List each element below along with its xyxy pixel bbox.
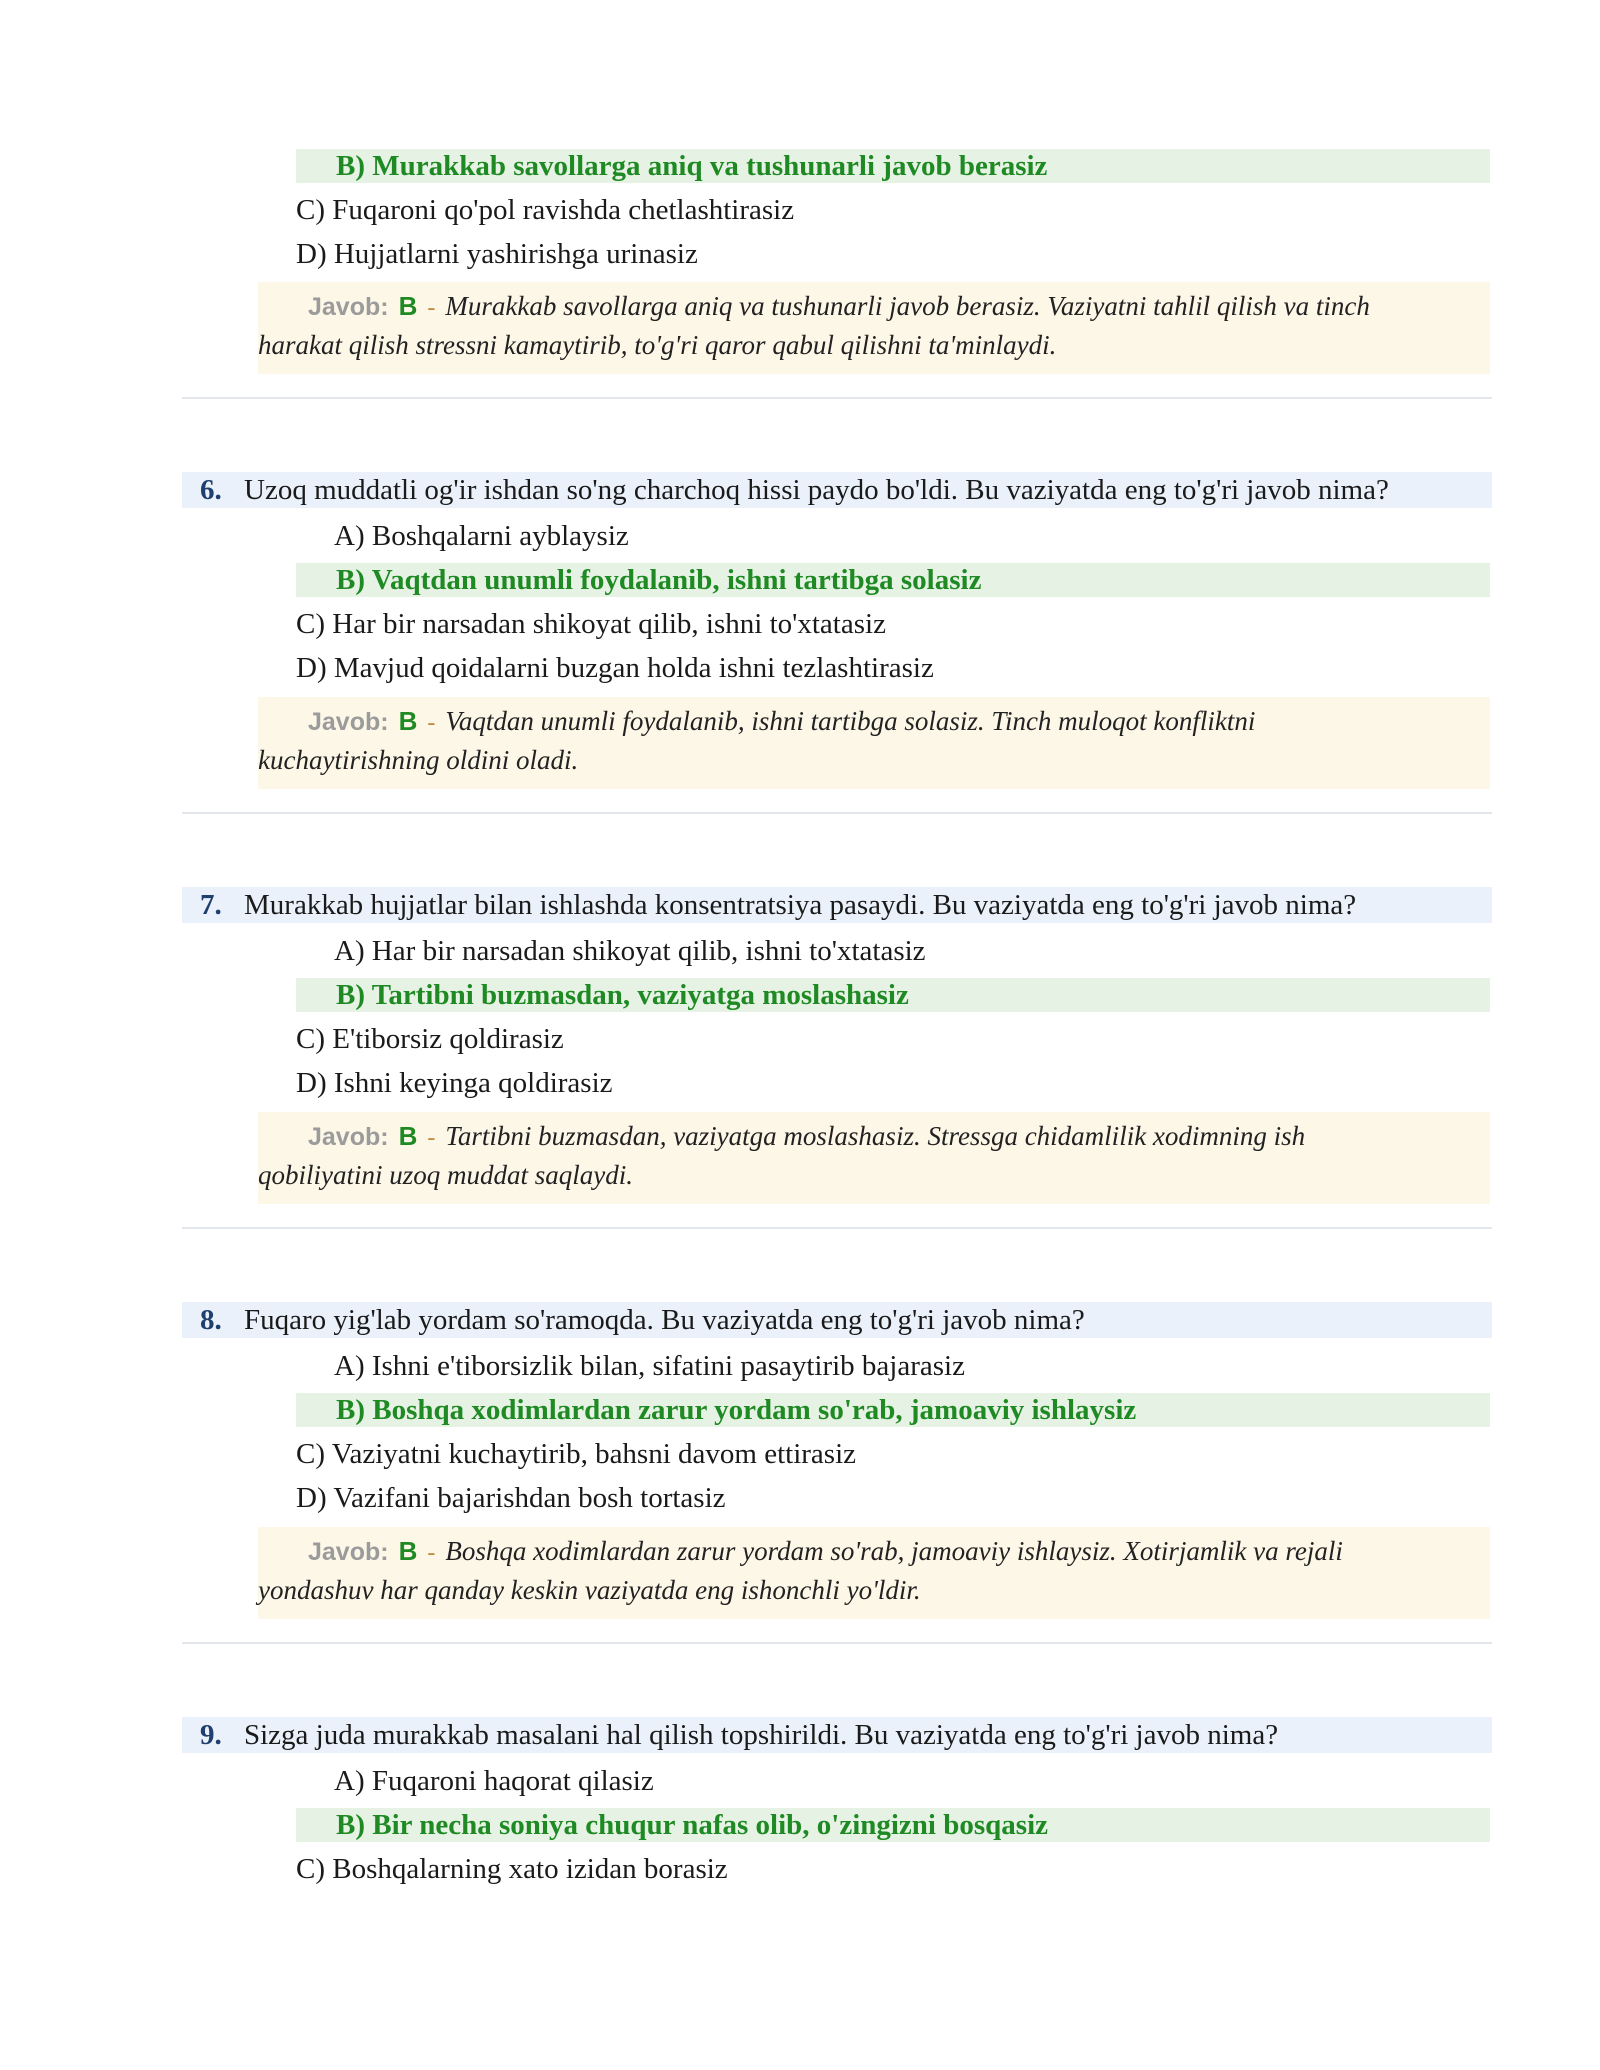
question-6-header (182, 472, 1492, 508)
question-divider (182, 812, 1492, 814)
answer-explanation-line2: yondashuv har qanday keskin vaziyatda eng ishonchli yo'ldir. (258, 1575, 921, 1605)
answer-label: Javob: (308, 1123, 389, 1151)
answer-explanation-line2: harakat qilish stressni kamaytirib, to'g'ri qaror qabul qilishni ta'minlaydi. (258, 330, 1057, 360)
q6-option-c: C) Har bir narsadan shikoyat qilib, ishni to'xtatasiz (296, 608, 886, 640)
q7-option-d: D) Ishni keyinga qoldirasiz (296, 1067, 613, 1099)
q5-option-d: D) Hujjatlarni yashirishga urinasiz (296, 238, 698, 270)
q8-option-d: D) Vazifani bajarishdan bosh tortasiz (296, 1482, 726, 1514)
q6-answer-box (258, 697, 1490, 789)
q7-option-b-correct: B) Tartibni buzmasdan, vaziyatga moslashasiz (296, 978, 1490, 1012)
question-7-header (182, 887, 1492, 923)
answer-explanation-line2: kuchaytirishning oldini oladi. (258, 745, 579, 775)
answer-explanation-line1: Murakkab savollarga aniq va tushunarli javob berasiz. Vaziyatni tahlil qilish va tinch (445, 291, 1370, 321)
q9-option-c: C) Boshqalarning xato izidan borasiz (296, 1853, 728, 1885)
answer-dash: - (427, 710, 436, 736)
answer-explanation-line1: Tartibni buzmasdan, vaziyatga moslashasiz. Stressga chidamlilik xodimning ish (445, 1121, 1306, 1151)
answer-key: B (398, 1121, 418, 1151)
question-text: Sizga juda murakkab masalani hal qilish topshirildi. Bu vaziyatda eng to'g'ri javob nima? (244, 1719, 1279, 1751)
q8-option-a: A) Ishni e'tiborsizlik bilan, sifatini pasaytirib bajarasiz (334, 1350, 965, 1382)
question-divider (182, 1227, 1492, 1229)
q5-option-c: C) Fuqaroni qo'pol ravishda chetlashtirasiz (296, 194, 795, 226)
q9-option-b-correct: B) Bir necha soniya chuqur nafas olib, o'zingizni bosqasiz (296, 1808, 1490, 1842)
answer-label: Javob: (308, 293, 389, 321)
q7-option-a: A) Har bir narsadan shikoyat qilib, ishni to'xtatasiz (334, 935, 926, 967)
q7-answer-box (258, 1112, 1490, 1204)
answer-label: Javob: (308, 708, 389, 736)
question-number: 7. (200, 889, 222, 921)
question-number: 9. (200, 1719, 222, 1751)
question-number: 8. (200, 1304, 222, 1336)
answer-dash: - (427, 1125, 436, 1151)
q8-option-b-correct: B) Boshqa xodimlardan zarur yordam so'rab, jamoaviy ishlaysiz (296, 1393, 1490, 1427)
q6-option-d: D) Mavjud qoidalarni buzgan holda ishni tezlashtirasiz (296, 652, 934, 684)
q7-option-c: C) E'tiborsiz qoldirasiz (296, 1023, 564, 1055)
q5-option-b-correct: B) Murakkab savollarga aniq va tushunarli javob berasiz (296, 149, 1490, 183)
q5-answer-box (258, 282, 1490, 374)
question-text: Uzoq muddatli og'ir ishdan so'ng charchoq hissi paydo bo'ldi. Bu vaziyatda eng to'g'ri javob nima? (244, 474, 1389, 506)
question-9-header (182, 1717, 1492, 1753)
question-text: Murakkab hujjatlar bilan ishlashda konsentratsiya pasaydi. Bu vaziyatda eng to'g'ri javob nima? (244, 889, 1357, 921)
q8-answer-box (258, 1527, 1490, 1619)
answer-key: B (398, 706, 418, 736)
q9-option-a: A) Fuqaroni haqorat qilasiz (334, 1765, 654, 1797)
q6-option-b-correct: B) Vaqtdan unumli foydalanib, ishni tartibga solasiz (296, 563, 1490, 597)
question-divider (182, 1642, 1492, 1644)
answer-explanation-line1: Vaqtdan unumli foydalanib, ishni tartibga solasiz. Tinch muloqot konfliktni (445, 706, 1256, 736)
answer-key: B (398, 1536, 418, 1566)
question-number: 6. (200, 474, 222, 506)
answer-dash: - (427, 295, 436, 321)
answer-key: B (398, 291, 418, 321)
answer-dash: - (427, 1540, 436, 1566)
answer-label: Javob: (308, 1538, 389, 1566)
question-text: Fuqaro yig'lab yordam so'ramoqda. Bu vaziyatda eng to'g'ri javob nima? (244, 1304, 1085, 1336)
question-8-header (182, 1302, 1492, 1338)
question-divider (182, 397, 1492, 399)
q6-option-a: A) Boshqalarni ayblaysiz (334, 520, 629, 552)
q8-option-c: C) Vaziyatni kuchaytirib, bahsni davom ettirasiz (296, 1438, 856, 1470)
answer-explanation-line1: Boshqa xodimlardan zarur yordam so'rab, jamoaviy ishlaysiz. Xotirjamlik va rejali (445, 1536, 1343, 1566)
answer-explanation-line2: qobiliyatini uzoq muddat saqlaydi. (258, 1160, 633, 1190)
